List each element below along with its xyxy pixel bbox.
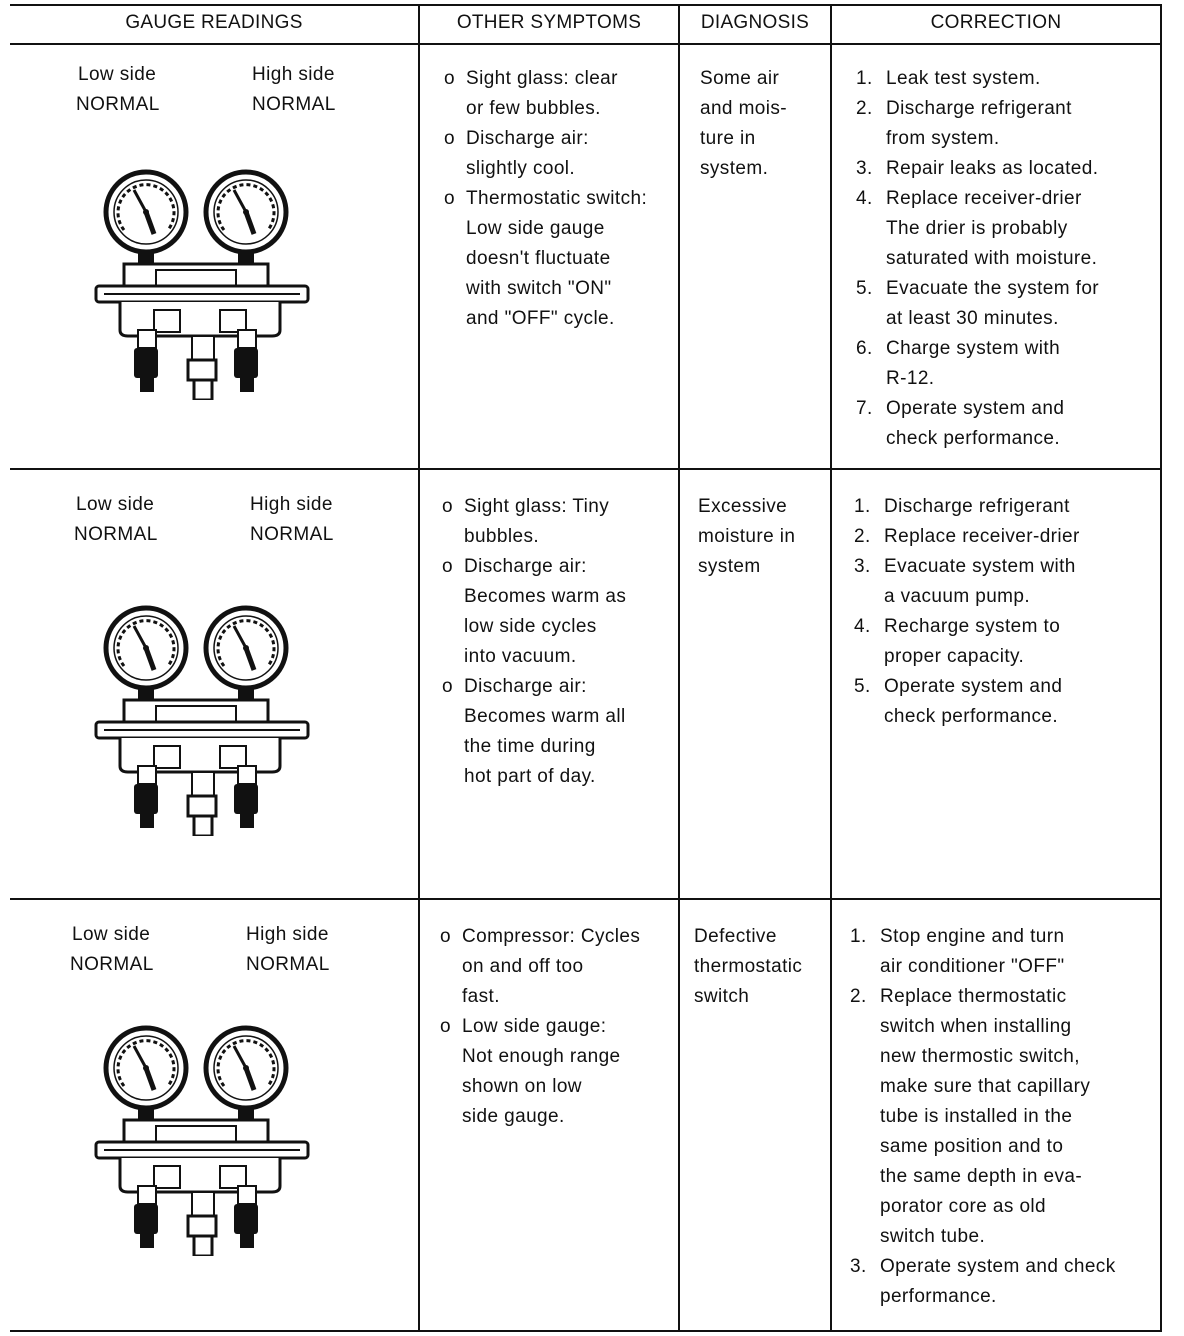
- list-item: 2. Replace receiver-drier: [854, 526, 1080, 547]
- high-side-label: High side: [250, 494, 333, 515]
- header-other-symptoms: OTHER SYMPTOMS: [456, 12, 642, 33]
- manifold-gauge-set-illustration: [84, 160, 324, 400]
- list-item: o Thermostatic switch: Low side gauge doesn't fluctuate with switch "ON" and "OFF" cycle.: [444, 188, 648, 329]
- low-side-label: Low side: [78, 64, 157, 85]
- header-diagnosis: DIAGNOSIS: [700, 12, 810, 33]
- list-item: 3. Operate system and check performance.: [850, 1256, 1116, 1307]
- list-item: o Low side gauge: Not enough range shown on low side gauge.: [440, 1016, 621, 1127]
- manifold-gauge-set-illustration: [84, 1016, 324, 1256]
- list-item: 6. Charge system with R-12.: [856, 338, 1061, 389]
- list-item: 3. Repair leaks as located.: [856, 158, 1099, 179]
- header-bottom-rule: [10, 43, 1162, 45]
- low-side-label: Low side: [72, 924, 151, 945]
- list-item: 5. Operate system and check performance.: [854, 676, 1063, 727]
- list-item: o Discharge air: slightly cool.: [444, 128, 589, 179]
- correction-steps: [856, 64, 1099, 454]
- diagnosis-text: Excessive moisture in system: [698, 496, 796, 577]
- high-side-value: NORMAL: [250, 524, 334, 545]
- row-divider-2: [10, 898, 1162, 900]
- list-item: 4. Replace receiver-drier The drier is probably saturated with moisture.: [856, 188, 1098, 269]
- list-item: 7. Operate system and check performance.: [856, 398, 1065, 449]
- low-side-value: NORMAL: [74, 524, 158, 545]
- high-side-label: High side: [246, 924, 329, 945]
- list-item: o Compressor: Cycles on and off too fast.: [440, 926, 641, 1007]
- list-item: 1. Stop engine and turn air conditioner "OFF": [850, 926, 1065, 977]
- list-item: 2. Discharge refrigerant from system.: [856, 98, 1072, 149]
- high-side-value: NORMAL: [246, 954, 330, 975]
- table-bottom-rule: [10, 1330, 1162, 1332]
- correction-steps: [854, 492, 1080, 732]
- col-divider-3: [830, 4, 832, 1332]
- symptoms-list: [444, 64, 647, 334]
- list-item: 1. Discharge refrigerant: [854, 496, 1070, 517]
- list-item: o Sight glass: Tiny bubbles.: [442, 496, 610, 547]
- diagnosis-text: Some air and mois- ture in system.: [700, 68, 788, 179]
- high-side-value: NORMAL: [252, 94, 336, 115]
- list-item: o Sight glass: clear or few bubbles.: [444, 68, 618, 119]
- table-right-border: [1160, 4, 1162, 1332]
- symptoms-list: [442, 492, 626, 792]
- symptoms-list: [440, 922, 640, 1132]
- low-side-value: NORMAL: [70, 954, 154, 975]
- list-item: 2. Replace thermostatic switch when installing new thermostic switch, make sure that capillary tube is installed in the same position and to the same depth in eva- porator core as old switch tube.: [850, 986, 1091, 1247]
- list-item: 4. Recharge system to proper capacity.: [854, 616, 1061, 667]
- low-side-value: NORMAL: [76, 94, 160, 115]
- list-item: 3. Evacuate system with a vacuum pump.: [854, 556, 1076, 607]
- header-gauge-readings: GAUGE READINGS: [125, 12, 303, 33]
- manifold-gauge-set-illustration: [84, 596, 324, 836]
- row-divider-1: [10, 468, 1162, 470]
- diagnosis-text: Defective thermostatic switch: [694, 926, 803, 1007]
- header-correction: CORRECTION: [930, 12, 1062, 33]
- col-divider-1: [418, 4, 420, 1332]
- table-top-rule: [10, 4, 1162, 6]
- list-item: 1. Leak test system.: [856, 68, 1041, 89]
- list-item: 5. Evacuate the system for at least 30 minutes.: [856, 278, 1100, 329]
- list-item: o Discharge air: Becomes warm all the time during hot part of day.: [442, 676, 626, 787]
- high-side-label: High side: [252, 64, 335, 85]
- correction-steps: [850, 922, 1116, 1312]
- col-divider-2: [678, 4, 680, 1332]
- list-item: o Discharge air: Becomes warm as low side cycles into vacuum.: [442, 556, 627, 667]
- low-side-label: Low side: [76, 494, 155, 515]
